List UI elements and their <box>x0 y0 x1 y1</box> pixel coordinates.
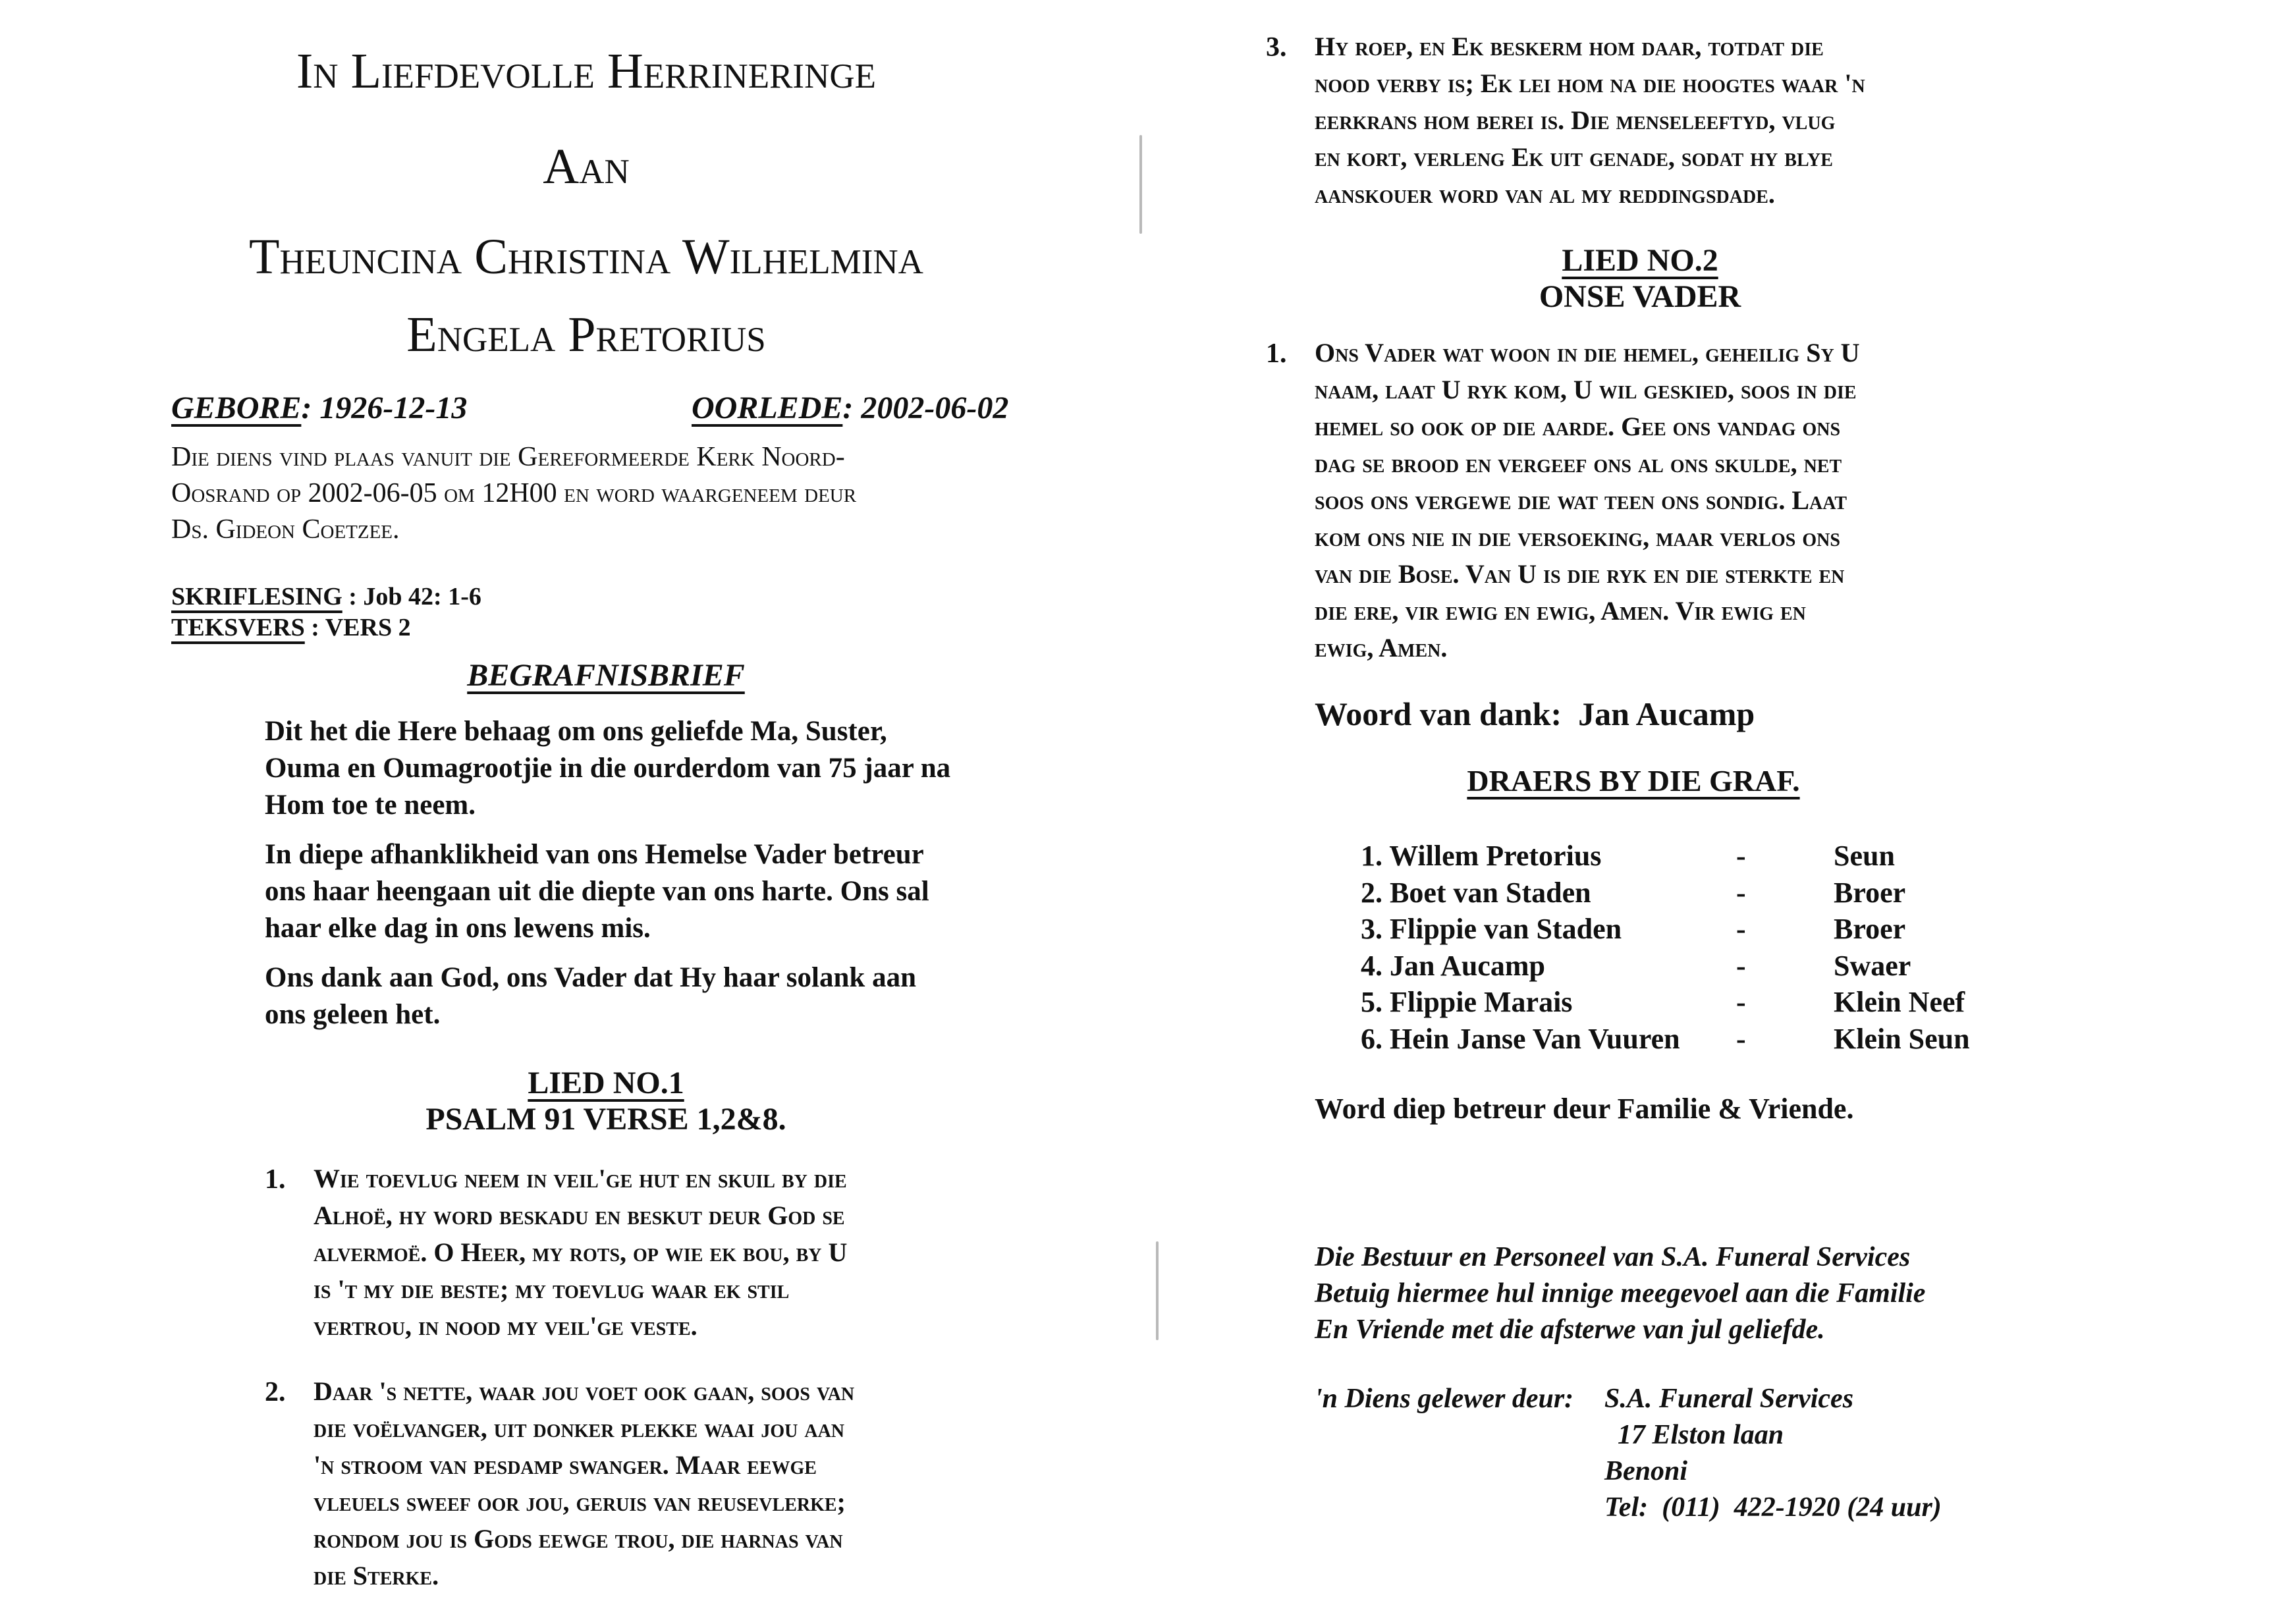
lords-prayer <box>1315 335 1860 666</box>
pallbearers-list <box>1361 838 1970 1058</box>
service-notice-line: Die diens vind plaas vanuit die Gereformeerde Kerk Noord- <box>171 442 845 472</box>
prayer-line: dag se brood en vergeef ons al ons skulde, net <box>1315 448 1842 478</box>
song1-verse-1 <box>314 1160 847 1345</box>
bearer-name: 3. Flippie van Staden <box>1361 913 1622 946</box>
birth-date <box>171 390 467 426</box>
prayer-line: Ons Vader wat woon in die hemel, geheilig Sy U <box>1315 338 1860 367</box>
condolence-line: En Vriende met die afsterwe van jul geliefde. <box>1315 1314 1825 1345</box>
born-label: GEBORE <box>171 391 302 425</box>
verse-number: 1. <box>265 1164 286 1195</box>
verse-line: aanskouer word van al my reddingsdade. <box>1315 179 1775 209</box>
prayer-line: soos ons vergewe die wat teen ons sondig. Laat <box>1315 485 1847 515</box>
verse-line: Wie toevlug neem in veil'ge hut en skuil by die <box>314 1164 847 1193</box>
bearer-row <box>1361 838 1970 875</box>
letter-line: Ons dank aan God, ons Vader dat Hy haar solank aan <box>265 962 916 993</box>
verse-line: vleuels sweef oor jou, geruis van reusevlerke; <box>314 1487 846 1517</box>
condolence-line: Betuig hiermee hul innige meegevoel aan die Familie <box>1315 1278 1926 1309</box>
provider-city: Benoni <box>1604 1456 1688 1486</box>
song1-verse-3 <box>1315 28 1865 213</box>
verse-line: 'n stroom van pesdamp swanger. Maar eewge <box>314 1450 817 1480</box>
memorial-title: In Liefdevolle Herrineringe <box>296 43 876 99</box>
prayer-line: hemel so ook op die aarde. Gee ons vandag ons <box>1315 412 1841 441</box>
prayer-line: van die Bose. Van U is die ryk en die sterkte en <box>1315 559 1845 589</box>
vote-of-thanks: Woord van dank: Jan Aucamp <box>1315 695 1755 732</box>
prayer-line: kom ons nie in die versoeking, maar verlos ons <box>1315 522 1840 552</box>
verse-number: 2. <box>265 1377 286 1407</box>
song1-subheading: PSALM 91 VERSE 1,2&8. <box>425 1102 786 1137</box>
verse-line: rondom jou is Gods eewge trou, die harnas van <box>314 1524 843 1554</box>
letter-paragraph <box>265 960 916 1033</box>
bearer-name: 5. Flippie Marais <box>1361 986 1573 1019</box>
provider-address: 17 Elston laan <box>1618 1420 1784 1450</box>
text-label: TEKSVERS <box>171 614 305 641</box>
born-date: : 1926-12-13 <box>301 391 468 425</box>
provider-phone: Tel: (011) 422-1920 (24 uur) <box>1604 1492 1942 1523</box>
letter-line: Ouma en Oumagrootjie in die ourderdom van 75 jaar na <box>265 753 951 784</box>
letter-paragraph <box>265 713 950 824</box>
verse-line: Daar 's nette, waar jou voet ook gaan, soos van <box>314 1376 855 1406</box>
letter-heading <box>342 657 869 693</box>
bearer-relation: Broer <box>1834 913 1906 946</box>
verse-line: Alhoë, hy word beskadu en beskut deur God se <box>314 1201 845 1230</box>
verse-number: 3. <box>1266 32 1287 63</box>
bearer-row <box>1361 911 1970 948</box>
verse-line: eerkrans hom berei is. Die menseleeftyd, vlug <box>1315 105 1836 135</box>
bearers-heading-text: DRAERS BY DIE GRAF. <box>1467 764 1800 798</box>
mourned-by: Word diep betreur deur Familie & Vriende. <box>1315 1093 1854 1125</box>
bearer-dash: - <box>1736 986 1746 1019</box>
letter-line: Hom toe te neem. <box>265 790 476 821</box>
bearer-name: 1. Willem Pretorius <box>1361 840 1602 872</box>
bearer-dash: - <box>1736 913 1746 946</box>
letter-line: In diepe afhanklikheid van ons Hemelse Vader betreur <box>265 839 924 870</box>
prayer-line: naam, laat U ryk kom, U wil geskied, soos in die <box>1315 375 1857 404</box>
verse-line: Hy roep, en Ek beskerm hom daar, totdat die <box>1315 32 1824 61</box>
bearer-relation: Broer <box>1834 876 1906 909</box>
bearer-relation: Swaer <box>1834 949 1911 982</box>
bearer-row <box>1361 948 1970 985</box>
letter-heading-text: BEGRAFNISBRIEF <box>467 658 745 693</box>
prayer-line: die ere, vir ewig en ewig, Amen. Vir ewig en <box>1315 596 1806 626</box>
verse-line: nood verby is; Ek lei hom na die hoogtes waar 'n <box>1315 68 1865 98</box>
bearer-row <box>1361 984 1970 1021</box>
scripture-reading <box>171 582 481 643</box>
deceased-name-line2: Engela Pretorius <box>406 307 766 362</box>
verse-line: is 't my die beste; my toevlug waar ek stil <box>314 1274 790 1304</box>
fold-mark-top <box>1139 135 1142 234</box>
bearer-row <box>1361 1021 1970 1058</box>
condolence-line: Die Bestuur en Personeel van S.A. Funeral Services <box>1315 1242 1911 1272</box>
bearers-heading <box>1377 764 1890 799</box>
bearer-name: 4. Jan Aucamp <box>1361 949 1545 982</box>
prayer-line: ewig, Amen. <box>1315 633 1448 663</box>
service-notice <box>171 439 1080 548</box>
song2-heading <box>1377 242 1903 315</box>
service-notice-line: Ds. Gideon Coetzee. <box>171 514 400 545</box>
song2-heading-text: LIED NO.2 <box>1562 243 1718 278</box>
letter-line: ons geleen het. <box>265 999 441 1030</box>
verse-line: en kort, verleng Ek uit genade, sodat hy blye <box>1315 142 1833 172</box>
bearer-dash: - <box>1736 949 1746 982</box>
service-notice-line: Oosrand op 2002-06-05 om 12H00 en word waargeneem deur <box>171 478 857 508</box>
song1-heading-text: LIED NO.1 <box>528 1066 684 1100</box>
bearer-row <box>1361 875 1970 911</box>
verse-number: 1. <box>1266 338 1287 369</box>
bearer-relation: Klein Seun <box>1834 1022 1970 1055</box>
song1-verse-2 <box>314 1373 854 1594</box>
provider-details <box>1604 1381 1942 1526</box>
reading-value: : Job 42: 1-6 <box>342 583 481 610</box>
provider-label: 'n Diens gelewer deur: <box>1315 1384 1574 1414</box>
bearer-dash: - <box>1736 1022 1746 1055</box>
memorial-title-to: Aan <box>543 139 630 194</box>
reading-label: SKRIFLESING <box>171 583 342 610</box>
text-value: : VERS 2 <box>304 614 411 641</box>
verse-line: vertrou, in nood my veil'ge veste. <box>314 1311 697 1341</box>
letter-line: haar elke dag in ons lewens mis. <box>265 913 651 944</box>
bearer-dash: - <box>1736 840 1746 872</box>
letter-line: Dit het die Here behaag om ons geliefde Ma, Suster, <box>265 716 887 747</box>
song2-subheading: ONSE VADER <box>1539 279 1741 315</box>
letter-line: ons haar heengaan uit die diepte van ons harte. Ons sal <box>265 876 929 907</box>
verse-line: die Sterke. <box>314 1561 439 1590</box>
bearer-name: 2. Boet van Staden <box>1361 876 1591 909</box>
bearer-name: 6. Hein Janse Van Vuuren <box>1361 1022 1680 1055</box>
deceased-name-line1: Theuncina Christina Wilhelmina <box>249 229 923 284</box>
bearer-relation: Seun <box>1834 840 1895 872</box>
died-date: : 2002-06-02 <box>842 391 1009 425</box>
condolence-message <box>1315 1239 1925 1348</box>
bearer-dash: - <box>1736 876 1746 909</box>
verse-line: die voëlvanger, uit donker plekke waai jou aan <box>314 1413 845 1443</box>
letter-paragraph <box>265 836 929 947</box>
fold-mark-bottom <box>1156 1241 1159 1340</box>
bearer-relation: Klein Neef <box>1834 986 1965 1019</box>
death-date <box>692 390 1008 426</box>
provider-name: S.A. Funeral Services <box>1604 1384 1854 1414</box>
died-label: OORLEDE <box>692 391 843 425</box>
verse-line: alvermoë. O Heer, my rots, op wie ek bou, by U <box>314 1237 848 1267</box>
song1-heading <box>342 1065 869 1137</box>
